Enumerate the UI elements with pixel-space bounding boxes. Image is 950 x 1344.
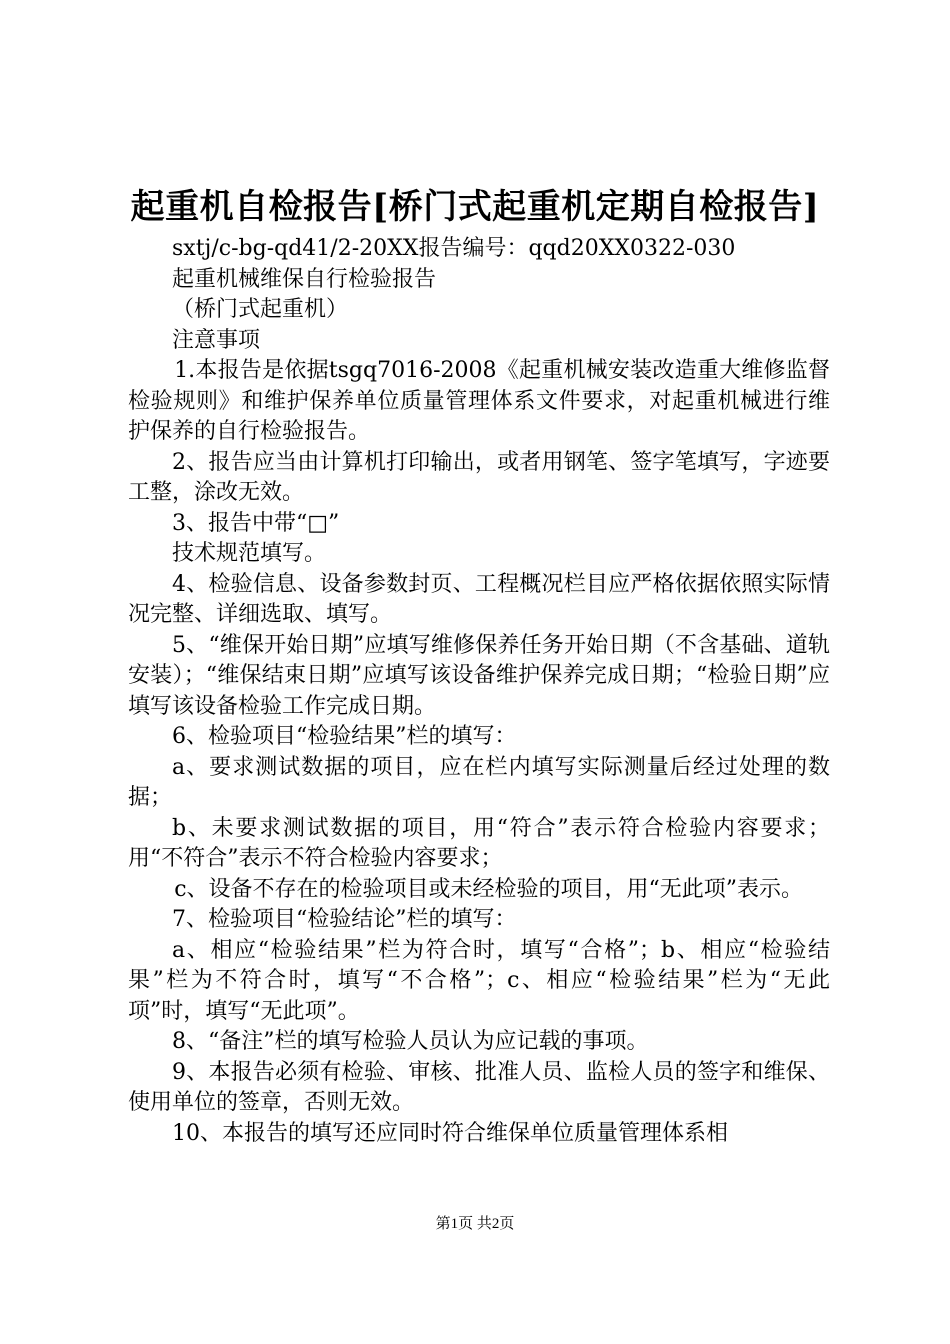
note-paragraph: 9、本报告必须有检验、审核、批准人员、监检人员的签字和维保、使用单位的签章，否则无效。 [128, 1059, 830, 1115]
note-paragraph: 3、报告中带“□” [172, 510, 340, 536]
note-paragraph: 8、“备注”栏的填写检验人员认为应记载的事项。 [172, 1029, 649, 1054]
note-paragraph: b、未要求测试数据的项目，用“符合”表示符合检验内容要求；用“不符合”表示不符合检验内容要求； [128, 815, 830, 871]
note-paragraph: 1.本报告是依据tsgq7016-2008《起重机械安装改造重大维修监督检验规则》和维护保养单位质量管理体系文件要求，对起重机械进行维护保养的自行检验报告。 [128, 358, 830, 444]
note-paragraph: c、设备不存在的检验项目或未经检验的项目，用“无此项”表示。 [174, 876, 804, 902]
note-paragraph: 5、“维保开始日期”应填写维修保养任务开始日期（不含基础、道轨安装）；“维保结束日期”应填写该设备维护保养完成日期；“检验日期”应填写该设备检验工作完成日期。 [128, 632, 830, 719]
note-paragraph: 2、报告应当由计算机打印输出，或者用钢笔、签字笔填写，字迹要工整，涂改无效。 [128, 449, 830, 505]
note-paragraph: 7、检验项目“检验结论”栏的填写： [172, 907, 517, 932]
page-footer: 第1页 共2页 [435, 1216, 515, 1232]
report-heading: 起重机械维保自行检验报告 [172, 266, 437, 292]
note-paragraph: a、要求测试数据的项目，应在栏内填写实际测量后经过处理的数据； [128, 754, 830, 810]
document-body [128, 234, 830, 1149]
note-paragraph: 4、检验信息、设备参数封页、工程概况栏目应严格依据依照实际情况完整、详细选取、填写。 [128, 571, 830, 627]
report-subheading: （桥门式起重机） [172, 297, 349, 322]
note-paragraph: 技术规范填写。 [172, 541, 327, 566]
note-paragraph: a、相应“检验结果”栏为符合时，填写“合格”；b、相应“检验结果”栏为不符合时，填写“不合格”；c、相应“检验结果”栏为“无此项”时，填写“无此项”。 [128, 937, 830, 1024]
notes-heading: 注意事项 [172, 327, 261, 353]
report-code: sxtj/c-bg-qd41/2-20XX报告编号：qqd20XX0322-030 [172, 236, 736, 261]
document-title: 起重机自检报告[桥门式起重机定期自检报告] [130, 187, 820, 227]
note-paragraph: 6、检验项目“检验结果”栏的填写： [172, 724, 517, 749]
note-paragraph: 10、本报告的填写还应同时符合维保单位质量管理体系相 [172, 1120, 728, 1146]
